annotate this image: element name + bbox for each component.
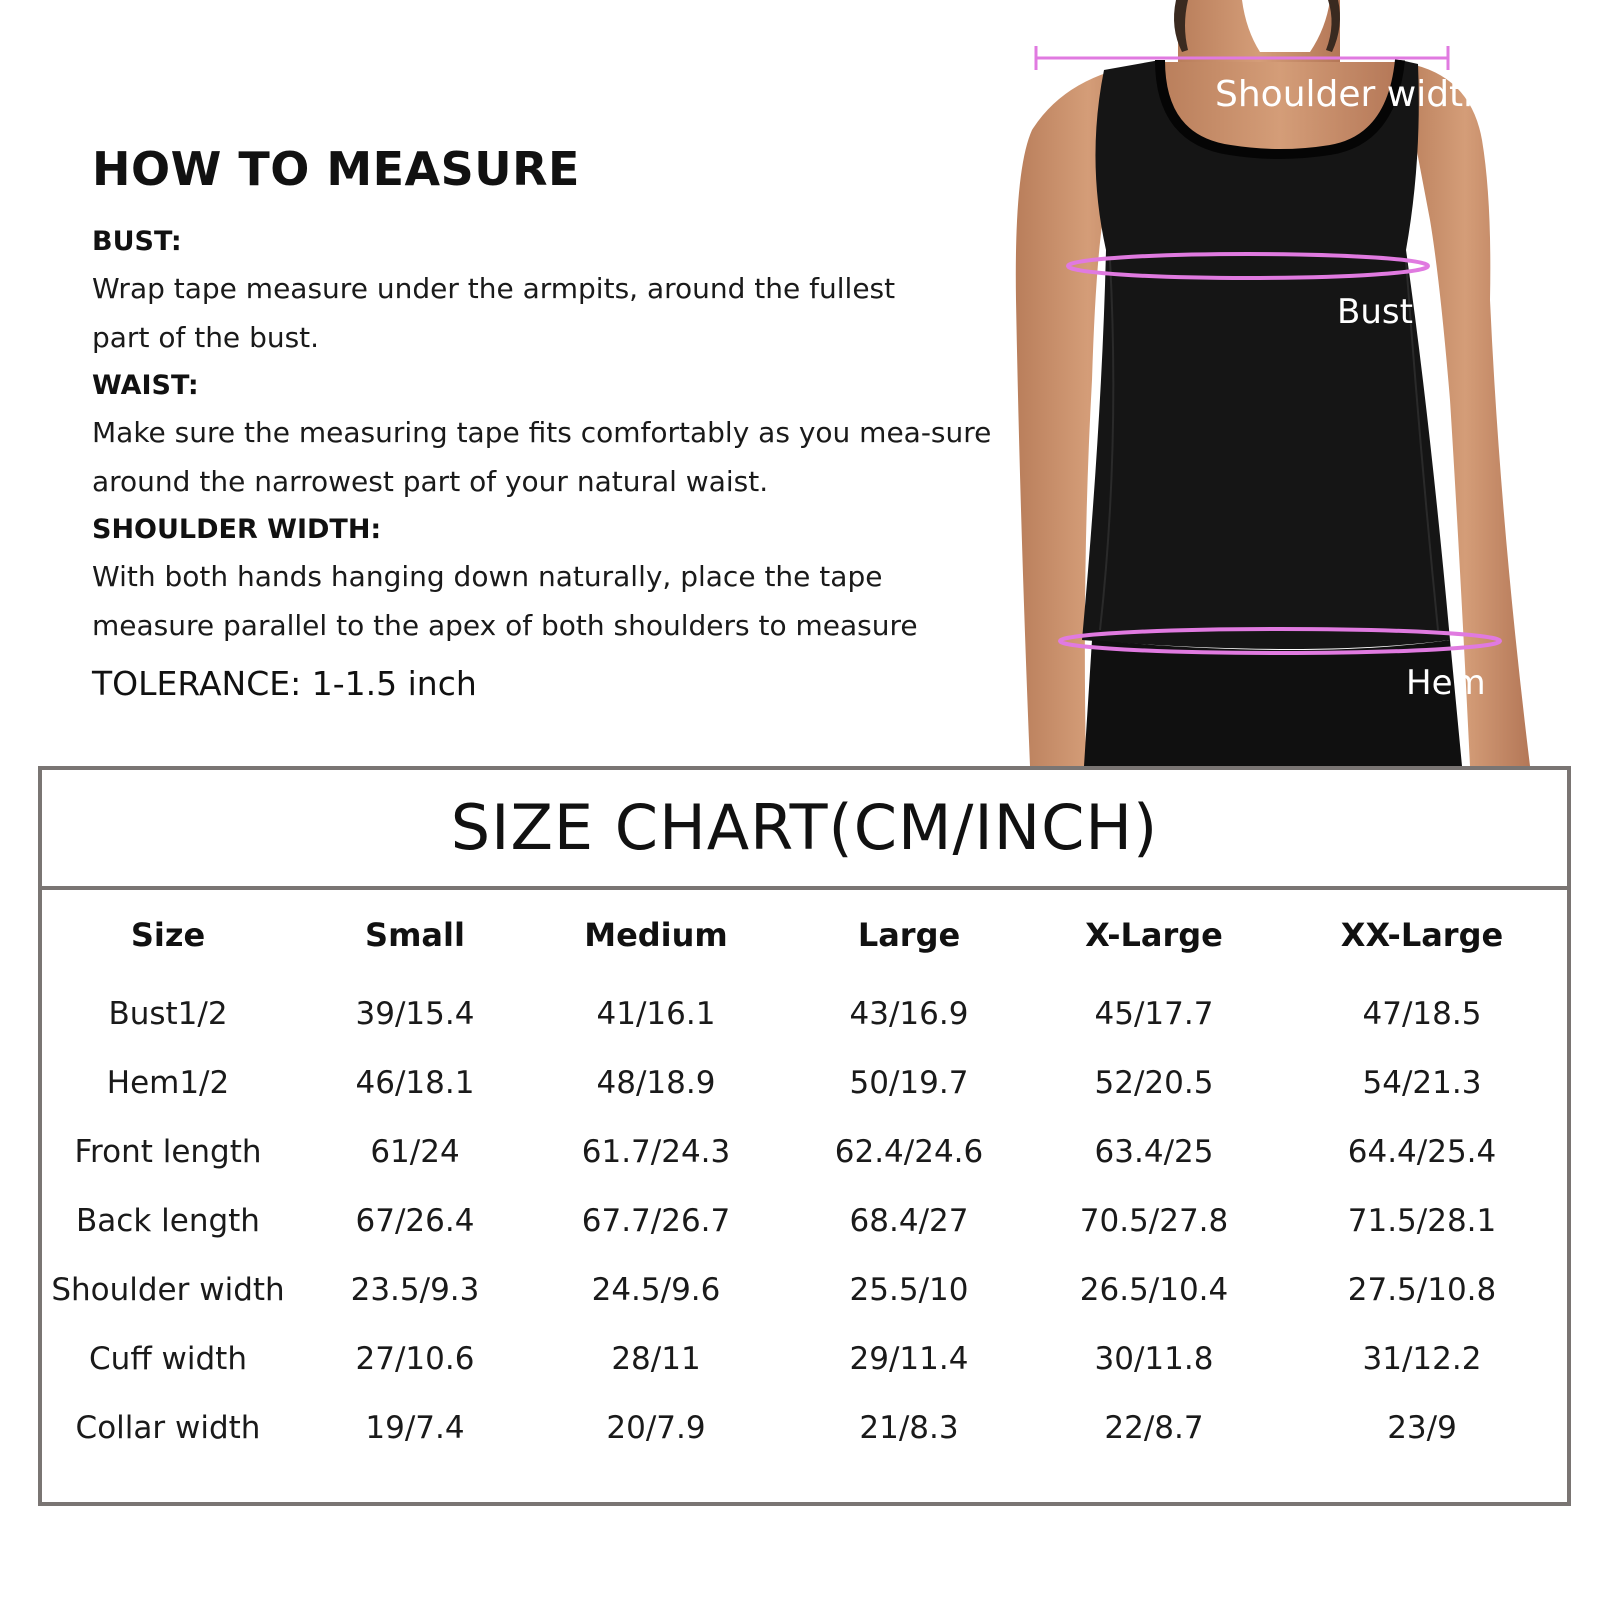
table-cell: 24.5/9.6 xyxy=(591,1272,721,1308)
table-cell: 68.4/27 xyxy=(849,1203,969,1239)
table-cell: 48/18.9 xyxy=(596,1065,716,1101)
header-cell: Small xyxy=(365,916,465,954)
table-cell: 63.4/25 xyxy=(1094,1134,1214,1170)
table-cell: 54/21.3 xyxy=(1362,1065,1482,1101)
header-cell: X-Large xyxy=(1085,916,1223,954)
row-label: Collar width xyxy=(75,1410,261,1446)
table-cell: 71.5/28.1 xyxy=(1347,1203,1497,1239)
table-cell: 61.7/24.3 xyxy=(581,1134,731,1170)
model-photo xyxy=(1010,0,1600,766)
how-to-measure-section xyxy=(92,140,1022,714)
shoulder-instructions-line-1: With both hands hanging down naturally, place the tape xyxy=(92,560,883,593)
shoulder-width-label: Shoulder width xyxy=(1215,74,1486,115)
table-cell: 23.5/9.3 xyxy=(350,1272,480,1308)
row-label: Front length xyxy=(74,1134,262,1170)
waist-instructions xyxy=(92,408,1022,506)
table-cell: 21/8.3 xyxy=(859,1410,959,1446)
table-cell: 64.4/25.4 xyxy=(1347,1134,1497,1170)
table-cell: 39/15.4 xyxy=(355,996,475,1032)
bust-instructions-line-2: part of the bust. xyxy=(92,321,320,354)
shoulder-instructions-line-2: measure parallel to the apex of both shoulders to measure xyxy=(92,609,918,642)
waist-instructions-line-2: around the narrowest part of your natural waist. xyxy=(92,465,769,498)
table-cell: 52/20.5 xyxy=(1094,1065,1214,1101)
table-cell: 22/8.7 xyxy=(1104,1410,1204,1446)
table-cell: 25.5/10 xyxy=(849,1272,969,1308)
table-cell: 62.4/24.6 xyxy=(834,1134,984,1170)
size-chart xyxy=(38,766,1571,1506)
table-row xyxy=(42,1191,1567,1251)
table-cell: 67.7/26.7 xyxy=(581,1203,731,1239)
table-cell: 47/18.5 xyxy=(1362,996,1482,1032)
size-chart-header-row xyxy=(42,905,1567,965)
bust-heading: BUST: xyxy=(92,226,182,257)
table-cell: 28/11 xyxy=(611,1341,701,1377)
table-row xyxy=(42,1398,1567,1458)
tolerance-value: 1-1.5 inch xyxy=(311,664,477,703)
hem-label: Hem xyxy=(1406,663,1486,703)
table-cell: 50/19.7 xyxy=(849,1065,969,1101)
table-cell: 23/9 xyxy=(1387,1410,1457,1446)
table-cell: 45/17.7 xyxy=(1094,996,1214,1032)
bust-instructions-line-1: Wrap tape measure under the armpits, around the fullest xyxy=(92,272,896,305)
shoulder-width-instructions xyxy=(92,552,1022,650)
row-label: Shoulder width xyxy=(51,1272,285,1308)
table-cell: 20/7.9 xyxy=(606,1410,706,1446)
tolerance-label: TOLERANCE: xyxy=(92,664,302,703)
table-cell: 70.5/27.8 xyxy=(1079,1203,1229,1239)
table-cell: 29/11.4 xyxy=(849,1341,969,1377)
table-cell: 31/12.2 xyxy=(1362,1341,1482,1377)
how-to-measure-title: HOW TO MEASURE xyxy=(92,142,580,196)
table-cell: 41/16.1 xyxy=(596,996,716,1032)
table-cell: 27/10.6 xyxy=(355,1341,475,1377)
row-label: Back length xyxy=(76,1203,260,1239)
table-cell: 30/11.8 xyxy=(1094,1341,1214,1377)
table-row xyxy=(42,1122,1567,1182)
header-cell: XX-Large xyxy=(1340,916,1504,954)
table-row xyxy=(42,1260,1567,1320)
row-label: Hem1/2 xyxy=(106,1065,230,1101)
row-label: Cuff width xyxy=(89,1341,247,1377)
row-label: Bust1/2 xyxy=(108,996,228,1032)
table-row xyxy=(42,1329,1567,1389)
header-cell: Large xyxy=(857,916,961,954)
header-cell: Size xyxy=(130,916,206,954)
bust-instructions xyxy=(92,264,1022,362)
size-chart-title: SIZE CHART(CM/INCH) xyxy=(42,770,1567,890)
bust-label: Bust xyxy=(1337,292,1413,332)
table-row xyxy=(42,1053,1567,1113)
table-cell: 27.5/10.8 xyxy=(1347,1272,1497,1308)
table-cell: 46/18.1 xyxy=(355,1065,475,1101)
table-cell: 61/24 xyxy=(370,1134,460,1170)
header-cell: Medium xyxy=(584,916,728,954)
shoulder-width-heading: SHOULDER WIDTH: xyxy=(92,514,382,545)
table-cell: 67/26.4 xyxy=(355,1203,475,1239)
table-cell: 19/7.4 xyxy=(365,1410,465,1446)
table-row xyxy=(42,984,1567,1044)
waist-instructions-line-1: Make sure the measuring tape fits comfortably as you mea-sure xyxy=(92,416,992,449)
shorts-shape xyxy=(1084,640,1462,766)
waist-heading: WAIST: xyxy=(92,370,199,401)
tolerance xyxy=(92,654,1022,714)
table-cell: 26.5/10.4 xyxy=(1079,1272,1229,1308)
table-cell: 43/16.9 xyxy=(849,996,969,1032)
